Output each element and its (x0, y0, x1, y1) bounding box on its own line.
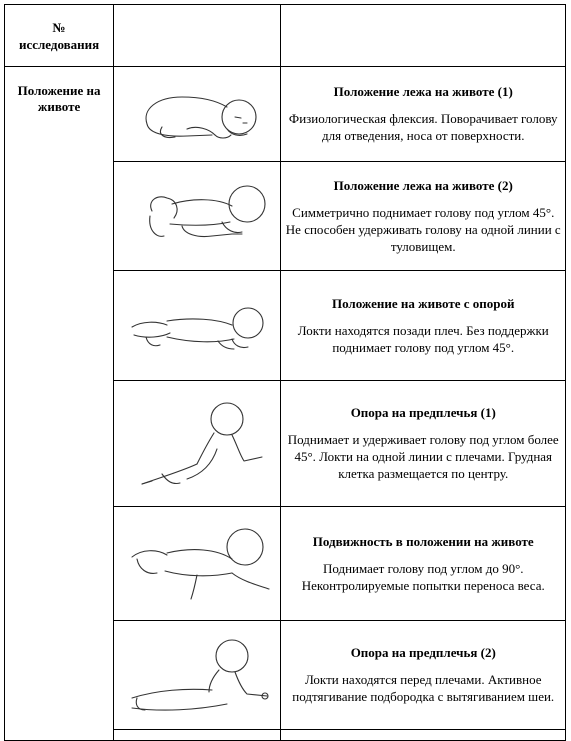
illustration-cell (114, 162, 281, 271)
description-cell (281, 730, 566, 741)
description-cell (281, 621, 566, 730)
row-description: Симметрично поднимает голову под углом 45°. Не способен удерживать голову на одной линии с туловищем. (285, 204, 561, 254)
row-description: Поднимает и удерживает голову под углом более 45°. Локти на одной линии с плечами. Грудная клетка размещается по центру. (287, 432, 559, 481)
row-description: Физиологическая флексия. Поворачивает голову для отведения, носа от поверхности. (288, 111, 558, 143)
baby-forearm-support-2-illustration (117, 628, 277, 723)
baby-prone-mobility-illustration (117, 519, 277, 609)
illustration-cell (114, 507, 281, 621)
baby-prone-flexion-illustration (127, 79, 267, 149)
header-text-cell (281, 5, 566, 67)
row-title: Положение лежа на животе (2) (333, 177, 513, 193)
row-title: Положение лежа на животе (1) (333, 84, 513, 99)
description-cell (281, 271, 566, 381)
baby-prone-supported-illustration (122, 291, 272, 361)
section-label: Положение на животе (17, 83, 101, 114)
assessment-table (4, 4, 566, 741)
illustration-cell (114, 730, 281, 741)
illustration-cell (114, 621, 281, 730)
description-cell (281, 67, 566, 162)
illustration-cell (114, 271, 281, 381)
section-label-cell (5, 67, 114, 741)
header-number-label: № исследования (18, 19, 100, 52)
description-cell (281, 507, 566, 621)
header-number-cell (5, 5, 114, 67)
illustration-cell (114, 381, 281, 507)
row-title: Опора на предплечья (1) (350, 405, 496, 420)
row-title: Опора на предплечья (2) (350, 645, 496, 660)
baby-prone-head-lift-illustration (122, 176, 272, 256)
description-cell (281, 381, 566, 507)
header-image-cell (114, 5, 281, 67)
row-description: Поднимает голову под углом до 90°. Неконтролируемые попытки переноса веса. (301, 560, 545, 593)
illustration-cell (114, 67, 281, 162)
table-row (5, 67, 566, 162)
description-cell (281, 162, 566, 271)
header-row (5, 5, 566, 67)
row-description: Локти находятся позади плеч. Без поддержки поднимает голову под углом 45°. (297, 322, 549, 355)
row-description: Локти находятся перед плечами. Активное подтягивание подбородка с вытягиванием шеи. (292, 672, 555, 704)
baby-forearm-support-illustration (122, 389, 272, 499)
row-title: Положение на животе с опорой (331, 295, 515, 311)
row-title: Подвижность в положении на животе (312, 533, 534, 549)
